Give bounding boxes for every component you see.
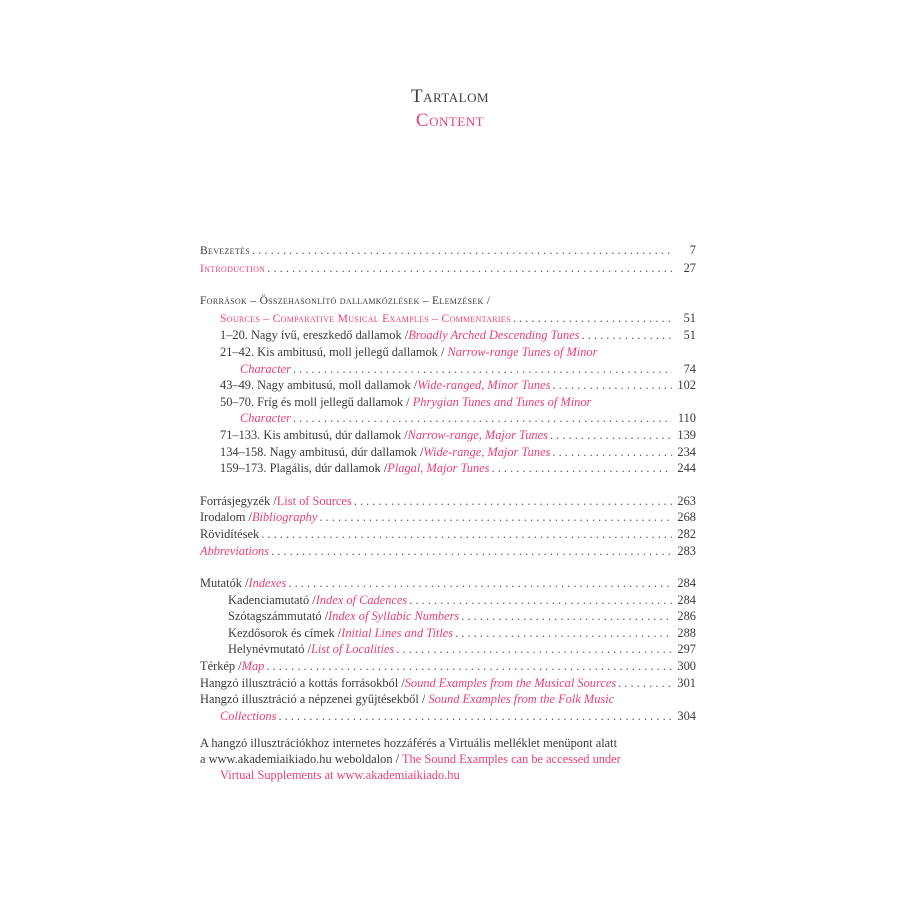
leader-dots	[582, 327, 673, 344]
toc-label-en: Wide-ranged, Minor Tunes	[417, 378, 551, 393]
toc-label-hu: Irodalom /	[200, 510, 252, 525]
toc-entry-source-2-cont[interactable]	[200, 361, 696, 378]
toc-page-number: 27	[683, 260, 696, 275]
toc-page-number: 263	[677, 493, 696, 508]
toc-label-hu: Kadenciamutató /	[228, 592, 316, 607]
toc-entry-index-syllabic[interactable]	[200, 608, 696, 625]
toc-page-number: 51	[683, 328, 696, 343]
toc-entry-source-5[interactable]	[200, 427, 696, 444]
note-hu-text: a www.akademiaikiado.hu weboldalon /	[200, 752, 402, 766]
note-en-text: The Sound Examples can be accessed under	[401, 752, 621, 766]
toc-page-number: 282	[677, 526, 696, 541]
toc-page-number: 304	[677, 708, 696, 723]
toc-label-hu: Forrásjegyzék /	[200, 493, 277, 508]
leader-dots	[552, 377, 672, 394]
toc-page-number: 283	[677, 543, 696, 558]
toc-label-en: Index of Syllabic Numbers	[328, 609, 460, 624]
toc-label-en: Narrow-range Tunes of Minor	[447, 344, 598, 359]
toc-entry-source-7[interactable]	[200, 460, 696, 477]
toc-entry-map[interactable]	[200, 658, 696, 675]
toc-entry-abbreviations-en[interactable]	[200, 543, 696, 560]
toc-page-number: 300	[677, 659, 696, 674]
leader-dots	[618, 675, 672, 692]
toc-label-en: Bibliography	[251, 510, 318, 525]
toc-label-hu: Hangzó illusztráció a népzenei gyűjtésekből /	[200, 692, 429, 707]
toc-page-number: 286	[677, 609, 696, 624]
toc-label-en: List of Localities	[310, 642, 395, 657]
toc-entry-source-3[interactable]	[200, 377, 696, 394]
toc-label-hu: 1–20. Nagy ívű, ereszkedő dallamok /	[220, 328, 409, 343]
toc-page-number: 301	[677, 675, 696, 690]
toc-label-hu: Rövidítések	[200, 526, 260, 541]
toc-entry-source-2[interactable]	[200, 344, 696, 361]
table-of-contents	[200, 242, 696, 724]
toc-label-en: Map	[241, 659, 265, 674]
toc-page-number: 297	[677, 642, 696, 657]
toc-entry-bibliography[interactable]	[200, 509, 696, 526]
toc-label-en-cont: Character	[240, 411, 291, 426]
toc-page-number: 288	[677, 625, 696, 640]
toc-label-en-cont: Character	[240, 361, 291, 376]
toc-entry-abbreviations-hu[interactable]	[200, 526, 696, 543]
toc-entry-sources-list[interactable]	[200, 493, 696, 510]
leader-dots	[409, 592, 672, 609]
toc-page-number: 110	[677, 411, 696, 426]
toc-label-hu: 50–70. Fríg és moll jellegű dallamok /	[220, 394, 413, 409]
leader-dots	[278, 708, 672, 725]
toc-entry-sound-folk-cont[interactable]	[200, 708, 696, 725]
toc-entry-indexes[interactable]	[200, 575, 696, 592]
toc-entry-source-1[interactable]	[200, 327, 696, 344]
toc-page-number: 7	[689, 243, 696, 257]
toc-label-en: Narrow-range, Major Tunes	[407, 427, 548, 442]
toc-page-number: 284	[677, 592, 696, 607]
toc-label-hu: Mutatók /	[200, 576, 249, 591]
leader-dots	[261, 526, 672, 543]
toc-label-en: Wide-range, Major Tunes	[423, 444, 551, 459]
toc-label-en: List of Sources	[276, 493, 352, 508]
toc-label-en: Abbreviations	[200, 543, 270, 558]
toc-label-hu: 21–42. Kis ambitusú, moll jellegű dallamok /	[220, 344, 448, 359]
title-block	[0, 86, 900, 132]
toc-entry-source-4[interactable]	[200, 394, 696, 411]
toc-label-en: Broadly Arched Descending Tunes	[408, 328, 580, 343]
toc-section-sources-en[interactable]	[200, 310, 696, 328]
toc-label-hu: 43–49. Nagy ambitusú, moll dallamok /	[220, 378, 418, 393]
leader-dots	[271, 543, 672, 560]
leader-dots	[288, 575, 672, 592]
toc-page-number: 51	[683, 310, 696, 325]
toc-label: Introduction	[200, 261, 266, 275]
toc-entry-index-initial-lines[interactable]	[200, 625, 696, 642]
leader-dots	[293, 410, 672, 427]
leader-dots	[455, 625, 672, 642]
leader-dots	[461, 608, 672, 625]
note-line-3: Virtual Supplements at www.akademiaikiado.hu	[220, 768, 460, 782]
access-note	[200, 735, 696, 783]
toc-label-en: Phrygian Tunes and Tunes of Minor	[412, 394, 592, 409]
toc-entry-source-6[interactable]	[200, 444, 696, 461]
toc-label-en: Index of Cadences	[315, 592, 408, 607]
toc-label-hu: Helynévmutató /	[228, 642, 311, 657]
toc-label: Bevezetés	[200, 244, 250, 257]
leader-dots	[396, 641, 672, 658]
toc-page-number: 139	[677, 427, 696, 442]
toc-entry-intro-en[interactable]	[200, 260, 696, 278]
leader-dots	[266, 658, 672, 675]
toc-page-number: 74	[683, 361, 696, 376]
toc-label-en: Sound Examples from the Musical Sources	[404, 675, 617, 690]
toc-label-en: Sound Examples from the Folk Music	[428, 692, 615, 707]
leader-dots	[513, 310, 672, 327]
toc-label-en: Indexes	[248, 576, 287, 591]
title-hungarian: Tartalom	[410, 86, 490, 107]
toc-label-en-cont: Collections	[220, 708, 277, 723]
toc-page-number: 284	[677, 576, 696, 591]
toc-entry-sound-musical[interactable]	[200, 675, 696, 692]
toc-entry-sound-folk[interactable]	[200, 691, 696, 708]
leader-dots	[319, 509, 672, 526]
leader-dots	[492, 460, 673, 477]
toc-entry-source-4-cont[interactable]	[200, 410, 696, 427]
leader-dots	[252, 242, 672, 259]
leader-dots	[552, 444, 672, 461]
leader-dots	[550, 427, 672, 444]
toc-entry-intro-hu[interactable]	[200, 242, 696, 260]
leader-dots	[267, 260, 672, 277]
leader-dots	[354, 493, 672, 510]
toc-label-hu: Térkép /	[200, 659, 242, 674]
title-english: Content	[415, 110, 485, 131]
toc-entry-index-cadences[interactable]	[200, 592, 696, 609]
toc-label-hu: Hangzó illusztráció a kottás forrásokból /	[200, 675, 405, 690]
toc-label-hu: 134–158. Nagy ambitusú, dúr dallamok /	[220, 444, 424, 459]
note-line-1: A hangzó illusztrációkhoz internetes hozzáférés a Virtuális melléklet menüpont alatt	[200, 736, 618, 750]
toc-label-hu: 71–133. Kis ambitusú, dúr dallamok /	[220, 427, 408, 442]
toc-entry-index-localities[interactable]	[200, 641, 696, 658]
toc-label-hu: 159–173. Plagális, dúr dallamok /	[220, 461, 388, 476]
toc-label: Sources – Comparative Musical Examples – Commentaries	[220, 311, 511, 325]
toc-label-hu: Kezdősorok és címek /	[228, 625, 342, 640]
toc-page-number: 234	[677, 444, 696, 459]
toc-section-sources-hu: Források – Összehasonlító dallamközlések – Elemzések /	[200, 294, 491, 308]
toc-page-number: 102	[677, 378, 696, 393]
toc-label-en: Plagal, Major Tunes	[387, 461, 490, 476]
note-line-2	[200, 751, 696, 767]
toc-page-number: 244	[677, 461, 696, 476]
toc-page-number: 268	[677, 510, 696, 525]
leader-dots	[293, 361, 672, 378]
toc-label-en: Initial Lines and Titles	[341, 625, 454, 640]
toc-label-hu: Szótagszámmutató /	[228, 609, 329, 624]
